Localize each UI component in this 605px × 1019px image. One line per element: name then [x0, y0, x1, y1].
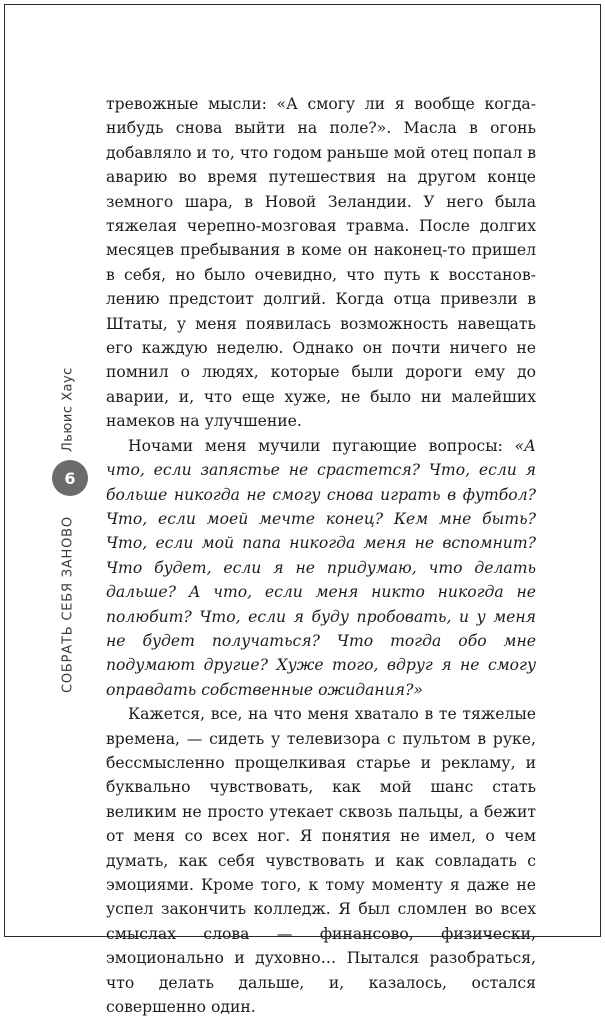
paragraph-2	[106, 434, 536, 702]
text-column	[106, 92, 536, 1019]
paragraph-2-quote: «А что, если запястье не срастется? Что, если я больше никогда не смогу снова играть в футбол? Что, если моей мечте конец? Кем мне быть? Что, если мой папа никогда меня не вспомнит? Что будет, если я не придумаю, что делать дальше? А что, если меня никто никогда не полюбит? Что, если я буду пробовать, и у меня не будет получаться? Что тогда обо мне подумают другие? Хуже того, вдруг я не смогу оправдать собственные ожидания?»	[106, 436, 536, 699]
book-title: СОБРАТЬ СЕБЯ ЗАНОВО	[60, 516, 76, 694]
paragraph-2-intro: Ночами меня мучили пугающие вопросы:	[128, 436, 515, 455]
author-name: Льюис Хаус	[60, 367, 76, 453]
paragraph-3: Кажется, все, на что меня хватало в те тяжелые времена, — сидеть у телевизора с пультом в руке, бессмысленно прощелкивая старье и рекламу, и буквально чувствовать, как мой шанс стать великим не просто утекает сквозь пальцы, а бежит от меня со всех ног. Я понятия не имел, о чем думать, как себя чувствовать и как совладать с эмоциями. Кроме того, к тому моменту я даже не успел закончить колледж. Я был сломлен во всех смыслах слова — финансово, физически, эмоционально и духовно… Пытался разобраться, что делать дальше, и, казалось, остался совершенно один.	[106, 705, 536, 1017]
page-number-badge: 6	[52, 460, 88, 496]
paragraph-1: тревожные мысли: «А смогу ли я вообще когда-нибудь снова выйти на поле?». Масла в огонь добавляло и то, что годом раньше мой отец попал в аварию во время путешествия на другом конце земного шара, в Новой Зеландии. У него была тяжелая черепно-мозговая травма. После долгих месяцев пребывания в коме он наконец-то пришел в себя, но было очевидно, что путь к восстановлению предстоит долгий. Когда отца привезли в Штаты, у меня появилась возможность навещать его каждую неделю. Однако он почти ничего не помнил о людях, которые были дороги ему до аварии, и, что еще хуже, не было ни малейших намеков на улучшение.	[106, 95, 536, 431]
side-rail	[46, 300, 94, 720]
